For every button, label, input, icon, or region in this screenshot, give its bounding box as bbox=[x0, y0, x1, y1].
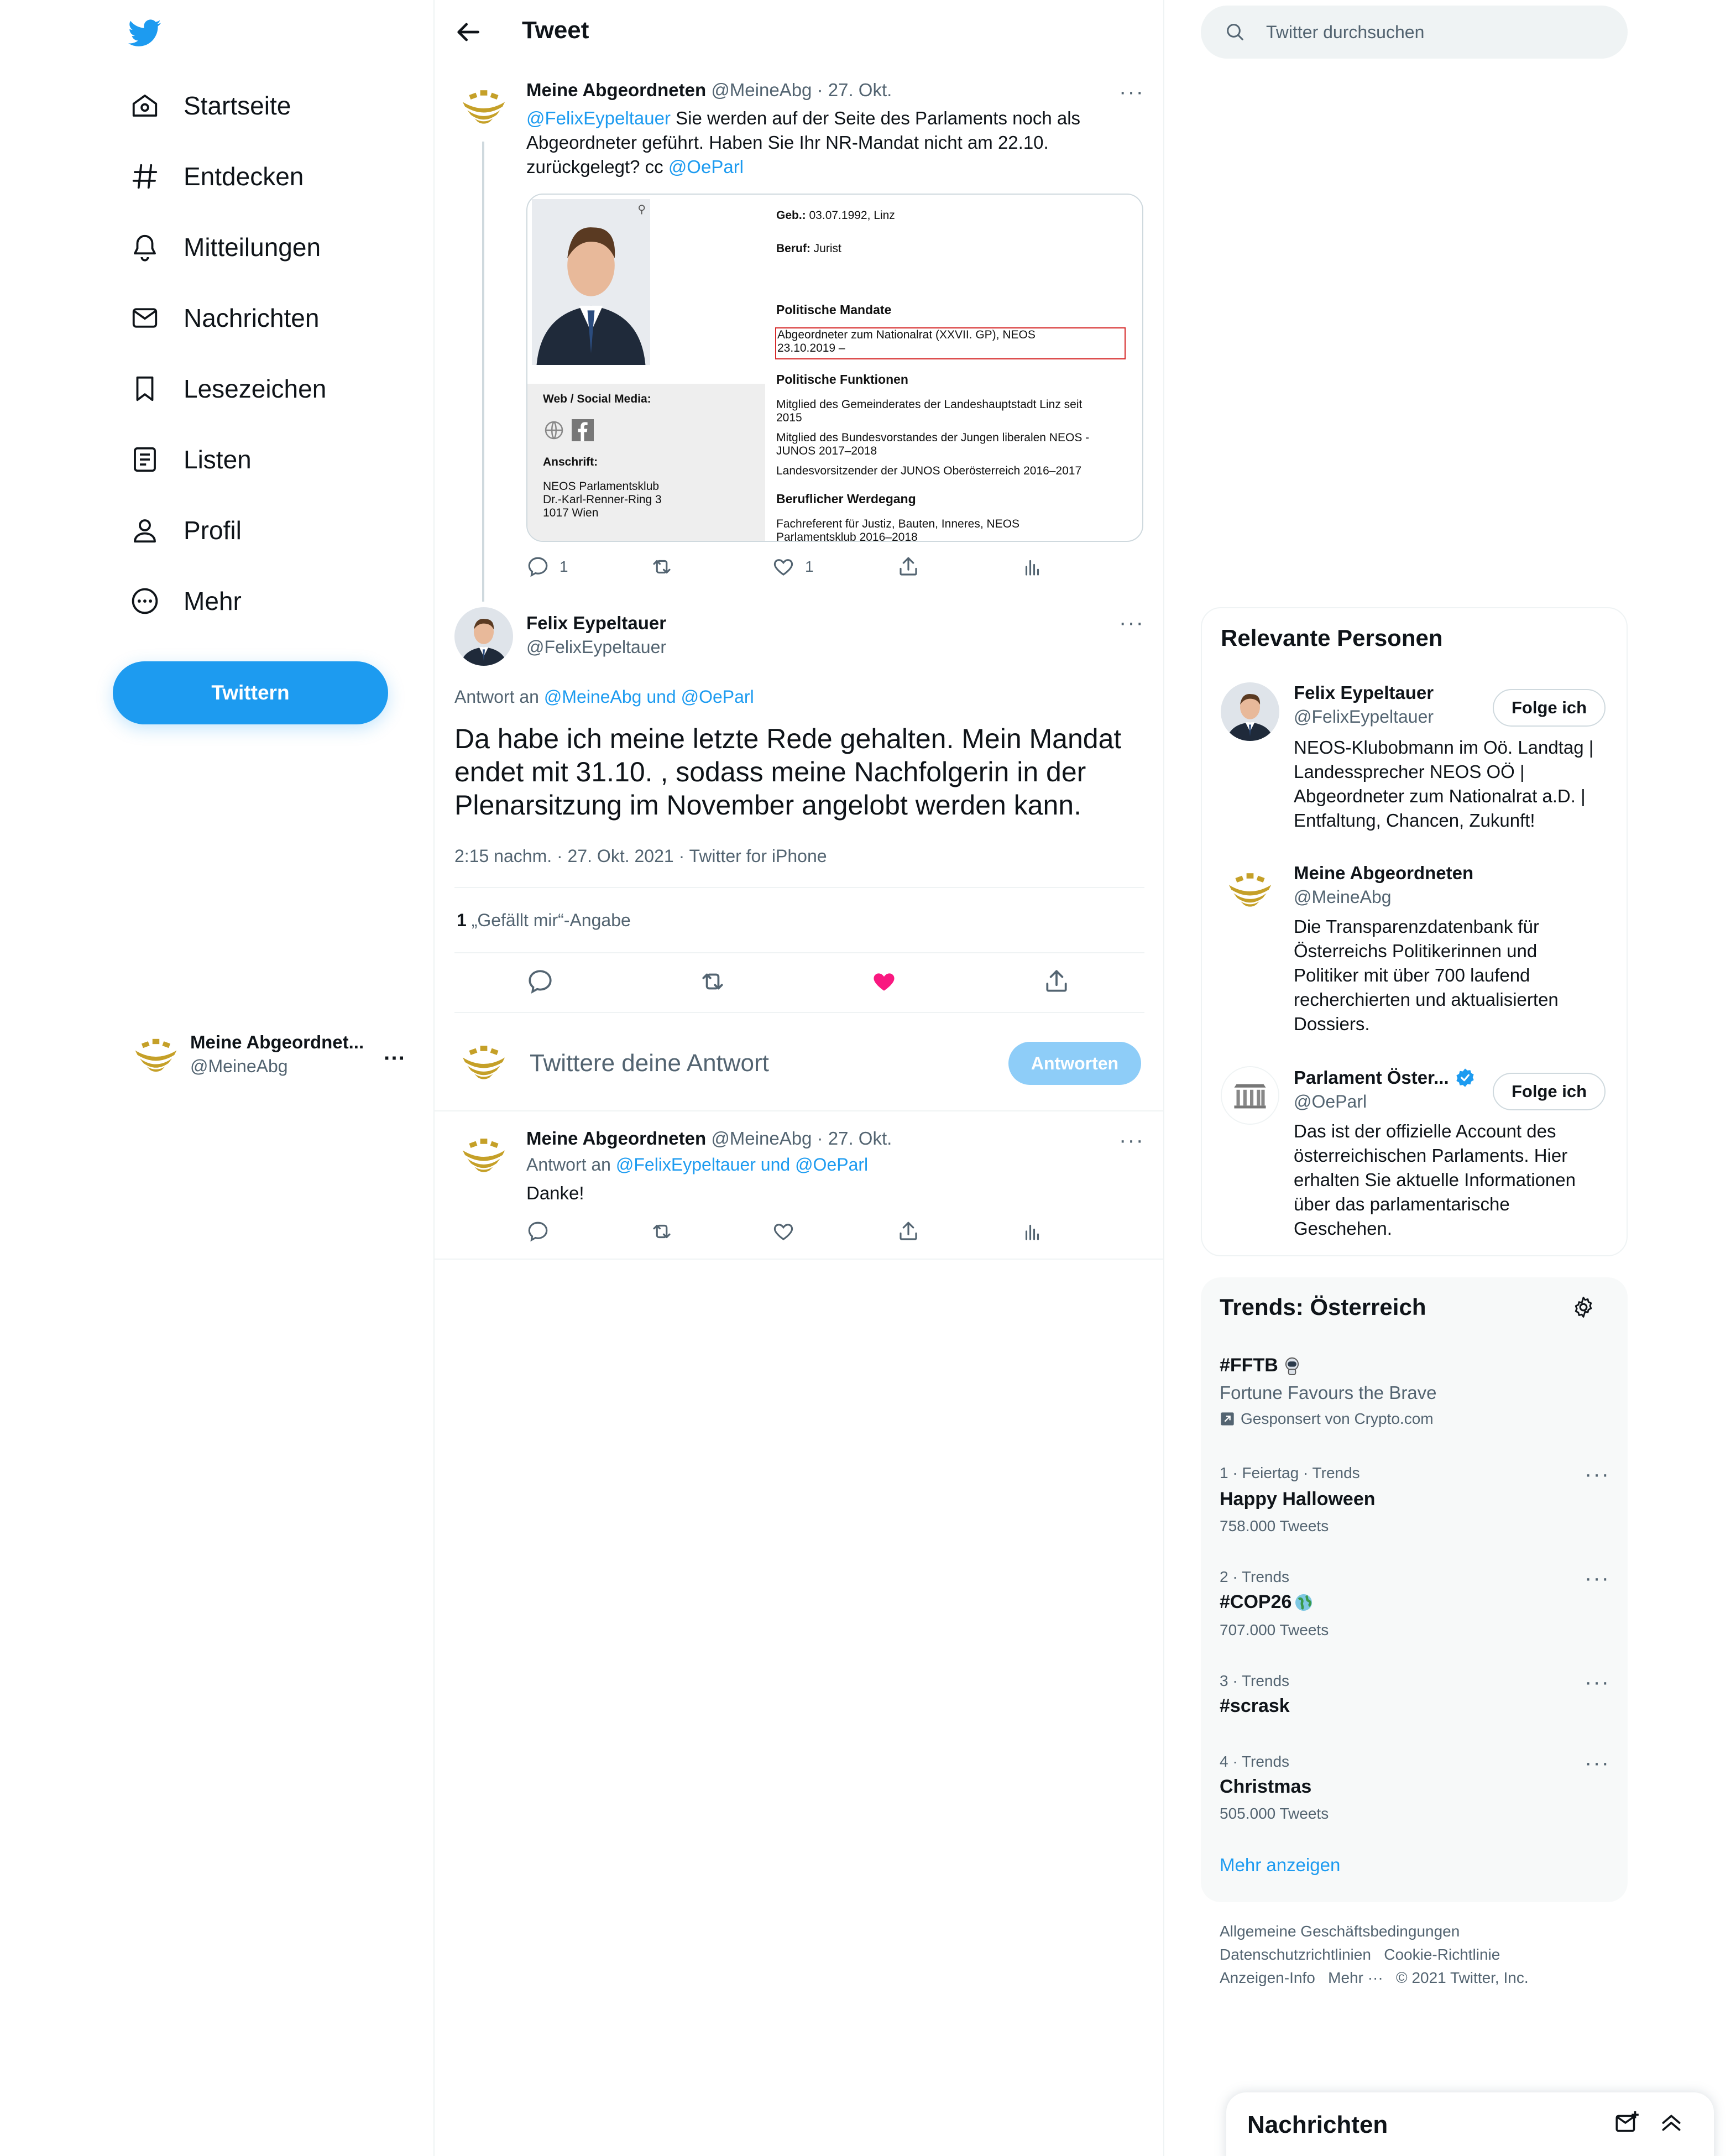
share-icon bbox=[897, 555, 920, 578]
mail-icon bbox=[128, 301, 161, 335]
like-action[interactable] bbox=[870, 968, 898, 995]
globe-icon bbox=[543, 419, 565, 441]
tweet-author-name[interactable]: Meine Abgeordneten bbox=[526, 1128, 707, 1149]
twitter-logo-icon[interactable] bbox=[127, 17, 163, 50]
promoted-label: Gesponsert von Crypto.com bbox=[1220, 1410, 1434, 1428]
portrait-photo bbox=[532, 199, 650, 365]
share-action[interactable] bbox=[897, 555, 920, 578]
nav-label: Entdecken bbox=[184, 162, 304, 191]
bookmark-icon bbox=[128, 372, 161, 405]
nav-item-bookmarks[interactable] bbox=[128, 358, 326, 419]
promoted-icon bbox=[1220, 1411, 1235, 1427]
like-count: 1 bbox=[805, 558, 814, 575]
nav-label: Listen bbox=[184, 445, 252, 474]
nav-item-more[interactable] bbox=[128, 571, 242, 631]
mention-link[interactable]: @OeParl bbox=[668, 156, 744, 177]
divider bbox=[435, 1259, 1163, 1260]
hashtag-icon bbox=[128, 160, 161, 193]
thread-line bbox=[482, 142, 484, 602]
person-handle[interactable]: @MeineAbg bbox=[1294, 887, 1392, 907]
stats-icon bbox=[1021, 555, 1044, 578]
page-title: Tweet bbox=[522, 17, 589, 44]
retweet-icon bbox=[650, 555, 673, 578]
tweet-author-handle[interactable]: @FelixEypeltauer bbox=[526, 637, 667, 657]
person-name[interactable]: Meine Abgeordneten bbox=[1294, 863, 1474, 883]
messages-drawer[interactable] bbox=[1226, 2092, 1714, 2156]
more-dots-icon[interactable]: ··· bbox=[1119, 80, 1144, 104]
heart-icon bbox=[772, 1220, 795, 1243]
globe-emoji-icon bbox=[1294, 1593, 1314, 1612]
account-switcher[interactable] bbox=[123, 1023, 410, 1089]
reply-submit-button[interactable]: Antworten bbox=[1008, 1042, 1141, 1085]
nav-label: Startseite bbox=[184, 91, 291, 120]
social-icons bbox=[543, 419, 594, 441]
search-icon bbox=[1224, 21, 1246, 43]
stats-icon bbox=[1021, 1220, 1044, 1243]
parliament-icon bbox=[1222, 1067, 1278, 1124]
share-action[interactable] bbox=[1043, 968, 1070, 995]
web-social-label: Web / Social Media: bbox=[543, 393, 651, 405]
divider bbox=[435, 1110, 1163, 1111]
nav-item-lists[interactable] bbox=[128, 429, 252, 490]
nav-label: Profil bbox=[184, 516, 242, 545]
footer-links bbox=[1220, 1920, 1618, 1990]
relevant-people-panel bbox=[1201, 607, 1628, 1256]
heart-filled-icon bbox=[870, 968, 898, 995]
reply-input[interactable]: Twittere deine Antwort bbox=[530, 1050, 769, 1077]
footer-link[interactable]: Datenschutzrichtlinien bbox=[1220, 1946, 1371, 1963]
nav-item-explore[interactable] bbox=[128, 146, 304, 207]
highlighted-mandate: Abgeordneter zum Nationalrat (XXVII. GP), NEOS 23.10.2019 – bbox=[775, 327, 1126, 359]
avatar[interactable] bbox=[454, 607, 513, 666]
more-dots-icon[interactable]: ··· bbox=[1585, 1462, 1610, 1486]
birth-info: Geb.: 03.07.1992, Linz bbox=[776, 209, 895, 222]
person-handle[interactable]: @FelixEypeltauer bbox=[1294, 707, 1434, 727]
search-input[interactable]: Twitter durchsuchen bbox=[1266, 22, 1425, 42]
settings-gear-icon[interactable] bbox=[1571, 1295, 1596, 1319]
retweet-icon bbox=[699, 968, 726, 995]
address-label: Anschrift: bbox=[543, 456, 598, 468]
reply-icon bbox=[526, 1220, 550, 1243]
analytics-action[interactable] bbox=[1021, 555, 1044, 578]
retweet-icon bbox=[650, 1220, 673, 1243]
footer-link[interactable]: Cookie-Richtlinie bbox=[1384, 1946, 1500, 1963]
more-dots-icon[interactable]: ··· bbox=[1585, 1751, 1610, 1775]
home-icon bbox=[128, 89, 161, 122]
person-bio: Die Transparenzdatenbank für Österreichs Politikerinnen und Politiker mit über 700 laufend recherchierten und aktualisierten Dossiers. bbox=[1294, 916, 1559, 1034]
following-button[interactable]: Folge ich bbox=[1493, 689, 1606, 727]
new-message-icon[interactable] bbox=[1613, 2109, 1641, 2137]
trends-panel: Trends: Österreich #FFTB Fortune Favours the Brave Gesponsert von Crypto.com 1 · Feiertag · Trends Happy Halloween 758.000 Tweets ··· 2 · Trends #COP26 707.000 Tweets ··· 3 · Trends #scrask ··· 4 · Trends Christmas 505.000 Tweets ··· Mehr anzeigen bbox=[1201, 1277, 1628, 1902]
share-icon bbox=[1043, 968, 1070, 995]
person-handle[interactable]: @OeParl bbox=[1294, 1092, 1367, 1111]
nav-item-notifications[interactable] bbox=[128, 217, 321, 278]
show-more-link[interactable]: Mehr anzeigen bbox=[1220, 1855, 1341, 1875]
share-action[interactable] bbox=[897, 1220, 920, 1243]
person-bio: Das ist der offizielle Account des österreichischen Parlaments. Hier erhalten Sie aktuelle Informationen über das parlamentarische Geschehen. bbox=[1294, 1121, 1576, 1239]
more-dots-icon[interactable]: ··· bbox=[1585, 1670, 1610, 1694]
tweet-text: Danke! bbox=[526, 1183, 584, 1203]
career-list: Fachreferent für Justiz, Bauten, Inneres, NEOS Parlamentsklub 2016–2018 bbox=[776, 518, 1020, 542]
nav-label: Nachrichten bbox=[184, 304, 320, 332]
address: NEOS Parlamentsklub Dr.-Karl-Renner-Ring 3 1017 Wien bbox=[543, 480, 662, 519]
avatar[interactable] bbox=[1221, 682, 1279, 741]
tweet-button[interactable]: Twittern bbox=[113, 661, 388, 724]
career-title: Beruflicher Werdegang bbox=[776, 492, 916, 506]
reply-icon bbox=[526, 968, 554, 995]
account-name: Meine Abgeordnet... bbox=[190, 1032, 364, 1052]
reply-context: Antwort an @FelixEypeltauer und @OeParl bbox=[526, 1155, 869, 1174]
profession-info: Beruf: Jurist bbox=[776, 242, 841, 255]
account-handle: @MeineAbg bbox=[190, 1056, 288, 1076]
reply-action[interactable] bbox=[526, 555, 568, 578]
column-divider bbox=[1163, 0, 1164, 2156]
tweet-image[interactable] bbox=[526, 194, 1143, 542]
share-icon bbox=[897, 1220, 920, 1243]
avatar[interactable] bbox=[454, 79, 513, 137]
retweet-action[interactable] bbox=[699, 968, 726, 995]
reply-action[interactable] bbox=[526, 968, 554, 995]
column-divider bbox=[433, 0, 435, 2156]
more-dots-icon[interactable]: ··· bbox=[1585, 1566, 1610, 1590]
mention-link[interactable]: @FelixEypeltauer bbox=[526, 108, 671, 128]
nav-item-home[interactable] bbox=[128, 75, 291, 136]
more-dots-icon[interactable]: ··· bbox=[1119, 1128, 1144, 1152]
more-circle-icon bbox=[128, 584, 161, 618]
nav-label: Lesezeichen bbox=[184, 374, 327, 403]
person-icon bbox=[128, 514, 161, 547]
avatar[interactable] bbox=[1221, 862, 1279, 920]
functions-list: Mitglied des Gemeinderates der Landeshauptstadt Linz seit 2015 Mitglied des Bundesvorstandes der Jungen liberalen NEOS - JUNOS 2017–2018 Landesvorsitzender der JUNOS Oberösterreich 2016–2017 bbox=[776, 398, 1090, 477]
footer-link[interactable]: Allgemeine Geschäftsbedingungen bbox=[1220, 1923, 1460, 1940]
like-action[interactable] bbox=[772, 1220, 795, 1243]
divider bbox=[454, 952, 1144, 953]
tweet-author-handle[interactable]: @MeineAbg bbox=[711, 80, 812, 100]
copyright: © 2021 Twitter, Inc. bbox=[1396, 1969, 1529, 1986]
footer-link[interactable]: Anzeigen-Info bbox=[1220, 1969, 1315, 1986]
reply-to-link[interactable]: @FelixEypeltauer und @OeParl bbox=[615, 1155, 869, 1174]
following-button[interactable]: Folge ich bbox=[1493, 1073, 1606, 1110]
functions-title: Politische Funktionen bbox=[776, 372, 908, 387]
reply-to-link[interactable]: @MeineAbg und @OeParl bbox=[543, 687, 754, 707]
zoom-icon: ⚲ bbox=[637, 203, 646, 216]
like-action[interactable] bbox=[772, 555, 814, 578]
divider bbox=[454, 887, 1144, 888]
bell-icon bbox=[128, 231, 161, 264]
reply-icon bbox=[526, 555, 550, 578]
nav-label: Mehr bbox=[184, 587, 242, 615]
tweet-date[interactable]: · 27. Okt. bbox=[817, 80, 892, 100]
mandates-title: Politische Mandate bbox=[776, 302, 892, 317]
reply-context: Antwort an @MeineAbg und @OeParl bbox=[454, 687, 754, 707]
person-name[interactable]: Parlament Öster... bbox=[1294, 1067, 1449, 1088]
tweet-text: @FelixEypeltauer Sie werden auf der Seite des Parlaments noch als Abgeordneter geführt. Haben Sie Ihr NR-Mandat nicht am 22.10. zurückgelegt? cc @OeParl bbox=[526, 108, 1081, 177]
tweet-author-name[interactable]: Meine Abgeordneten bbox=[526, 80, 707, 100]
panel-title: Trends: Österreich bbox=[1220, 1294, 1426, 1320]
analytics-action[interactable] bbox=[1021, 1220, 1044, 1243]
facebook-icon bbox=[572, 419, 594, 441]
search-bar[interactable] bbox=[1201, 6, 1628, 59]
retweet-action[interactable] bbox=[650, 555, 673, 578]
person-name[interactable]: Felix Eypeltauer bbox=[1294, 682, 1434, 703]
retweet-action[interactable] bbox=[650, 1220, 673, 1243]
drawer-title: Nachrichten bbox=[1247, 2111, 1388, 2138]
likes-summary[interactable]: 1 „Gefällt mir“-Angabe bbox=[457, 910, 631, 930]
tweet-date[interactable]: · 27. Okt. bbox=[817, 1128, 892, 1149]
promoted-description: Fortune Favours the Brave bbox=[1220, 1382, 1437, 1403]
tweet-text: Da habe ich meine letzte Rede gehalten. Mein Mandat endet mit 31.10. , sodass meine Nachfolgerin in der Plenarsitzung im November angelobt werden kann. bbox=[454, 723, 1122, 821]
reply-action[interactable] bbox=[526, 1220, 550, 1243]
tweet-author-name[interactable]: Felix Eypeltauer bbox=[526, 613, 667, 633]
reply-count: 1 bbox=[560, 558, 568, 575]
divider bbox=[454, 1012, 1144, 1013]
tweet-author-handle[interactable]: @MeineAbg bbox=[711, 1128, 812, 1149]
back-arrow-icon[interactable] bbox=[452, 17, 483, 48]
more-dots-icon: ··· bbox=[384, 1046, 406, 1071]
person-bio: NEOS-Klubobmann im Oö. Landtag | Landessprecher NEOS OÖ | Abgeordneter zum Nationalrat a.D. | Entfaltung, Chancen, Zukunft! bbox=[1294, 737, 1594, 831]
footer-link[interactable]: Mehr ··· bbox=[1328, 1969, 1383, 1986]
panel-title: Relevante Personen bbox=[1221, 625, 1443, 651]
list-icon bbox=[128, 443, 161, 476]
avatar[interactable] bbox=[1221, 1066, 1279, 1125]
nav-item-profile[interactable] bbox=[128, 500, 242, 561]
tweet-timestamp[interactable]: 2:15 nachm. · 27. Okt. 2021 · Twitter for iPhone bbox=[454, 846, 827, 866]
avatar bbox=[454, 1034, 513, 1093]
astronaut-icon bbox=[1282, 1355, 1303, 1376]
heart-icon bbox=[772, 555, 795, 578]
nav-item-messages[interactable] bbox=[128, 288, 319, 348]
avatar bbox=[127, 1027, 185, 1085]
verified-badge-icon bbox=[1455, 1067, 1476, 1088]
nav-label: Mitteilungen bbox=[184, 233, 321, 262]
more-dots-icon[interactable]: ··· bbox=[1119, 610, 1144, 635]
chevron-up-icon[interactable] bbox=[1657, 2109, 1685, 2137]
avatar[interactable] bbox=[454, 1127, 513, 1186]
